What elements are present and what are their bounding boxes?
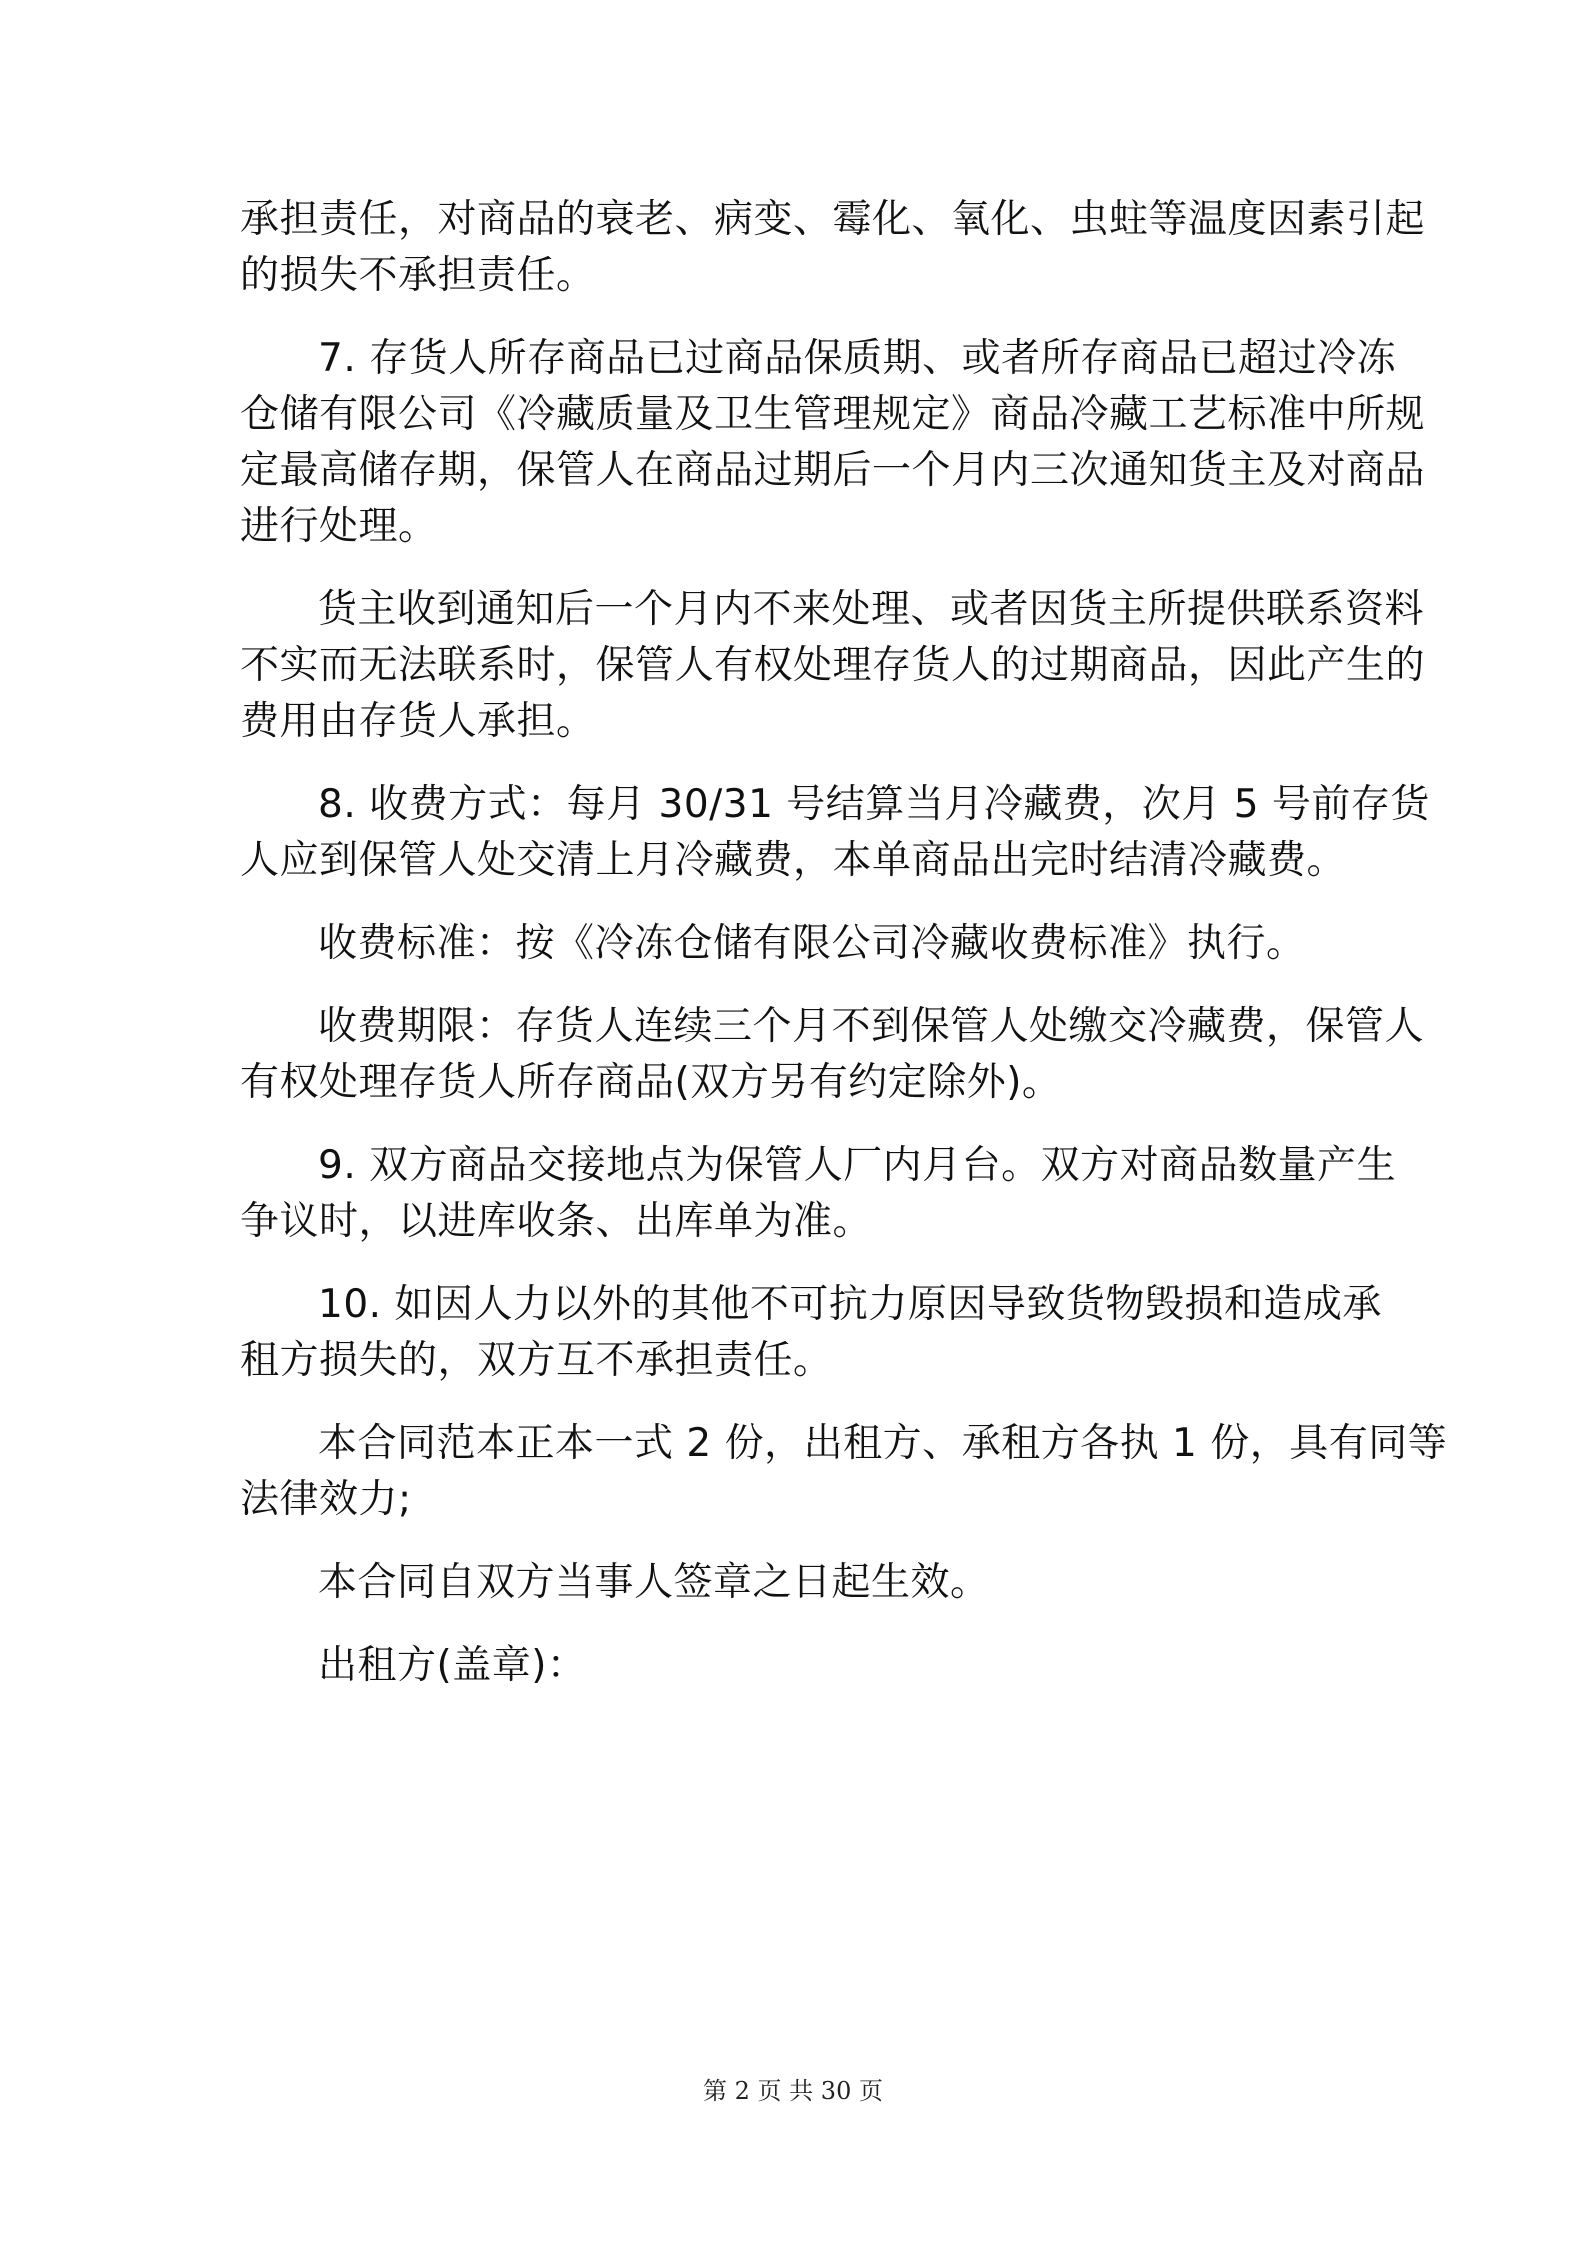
lessor-seal-line: 出租方(盖章)： <box>318 1643 587 1688</box>
clause-7-line: 7. 存货人所存商品已过商品保质期、或者所存商品已超过冷冻 <box>318 336 1397 381</box>
paragraph-line: 货主收到通知后一个月内不来处理、或者因货主所提供联系资料 <box>318 587 1425 632</box>
clause-9-line: 9. 双方商品交接地点为保管人厂内月台。双方对商品数量产生 <box>318 1143 1397 1188</box>
text-line: 进行处理。 <box>240 504 438 549</box>
text-line: 仓储有限公司《冷藏质量及卫生管理规定》商品冷藏工艺标准中所规 <box>240 392 1426 437</box>
text-line: 费用由存货人承担。 <box>240 699 596 744</box>
page-number: 第 2 页 共 30 页 <box>703 2077 883 2105</box>
document-body <box>240 192 1448 1694</box>
text-line: 人应到保管人处交清上月冷藏费，本单商品出完时结清冷藏费。 <box>240 838 1347 883</box>
text-line: 法律效力; <box>240 1477 412 1522</box>
text-line: 不实而无法联系时，保管人有权处理存货人的过期商品，因此产生的 <box>240 643 1426 688</box>
text-line: 有权处理存货人所存商品(双方另有约定除外)。 <box>240 1060 1062 1105</box>
text-line: 定最高储存期，保管人在商品过期后一个月内三次通知货主及对商品 <box>240 448 1426 493</box>
text-line: 争议时，以进库收条、出库单为准。 <box>240 1199 873 1244</box>
fee-standard-line: 收费标准：按《冷冻仓储有限公司冷藏收费标准》执行。 <box>318 921 1306 966</box>
clause-8-line: 8. 收费方式：每月 30/31 号结算当月冷藏费，次月 5 号前存货 <box>318 782 1430 827</box>
copies-line: 本合同范本正本一式 2 份，出租方、承租方各执 1 份，具有同等 <box>318 1421 1448 1466</box>
text-line: 的损失不承担责任。 <box>240 253 596 298</box>
text-line: 租方损失的，双方互不承担责任。 <box>240 1338 833 1383</box>
effective-line: 本合同自双方当事人签章之日起生效。 <box>318 1560 990 1605</box>
text-line: 承担责任，对商品的衰老、病变、霉化、氧化、虫蛀等温度因素引起 <box>240 197 1426 242</box>
clause-10-line: 10. 如因人力以外的其他不可抗力原因导致货物毁损和造成承 <box>318 1282 1382 1327</box>
fee-period-line: 收费期限：存货人连续三个月不到保管人处缴交冷藏费，保管人 <box>318 1004 1425 1049</box>
